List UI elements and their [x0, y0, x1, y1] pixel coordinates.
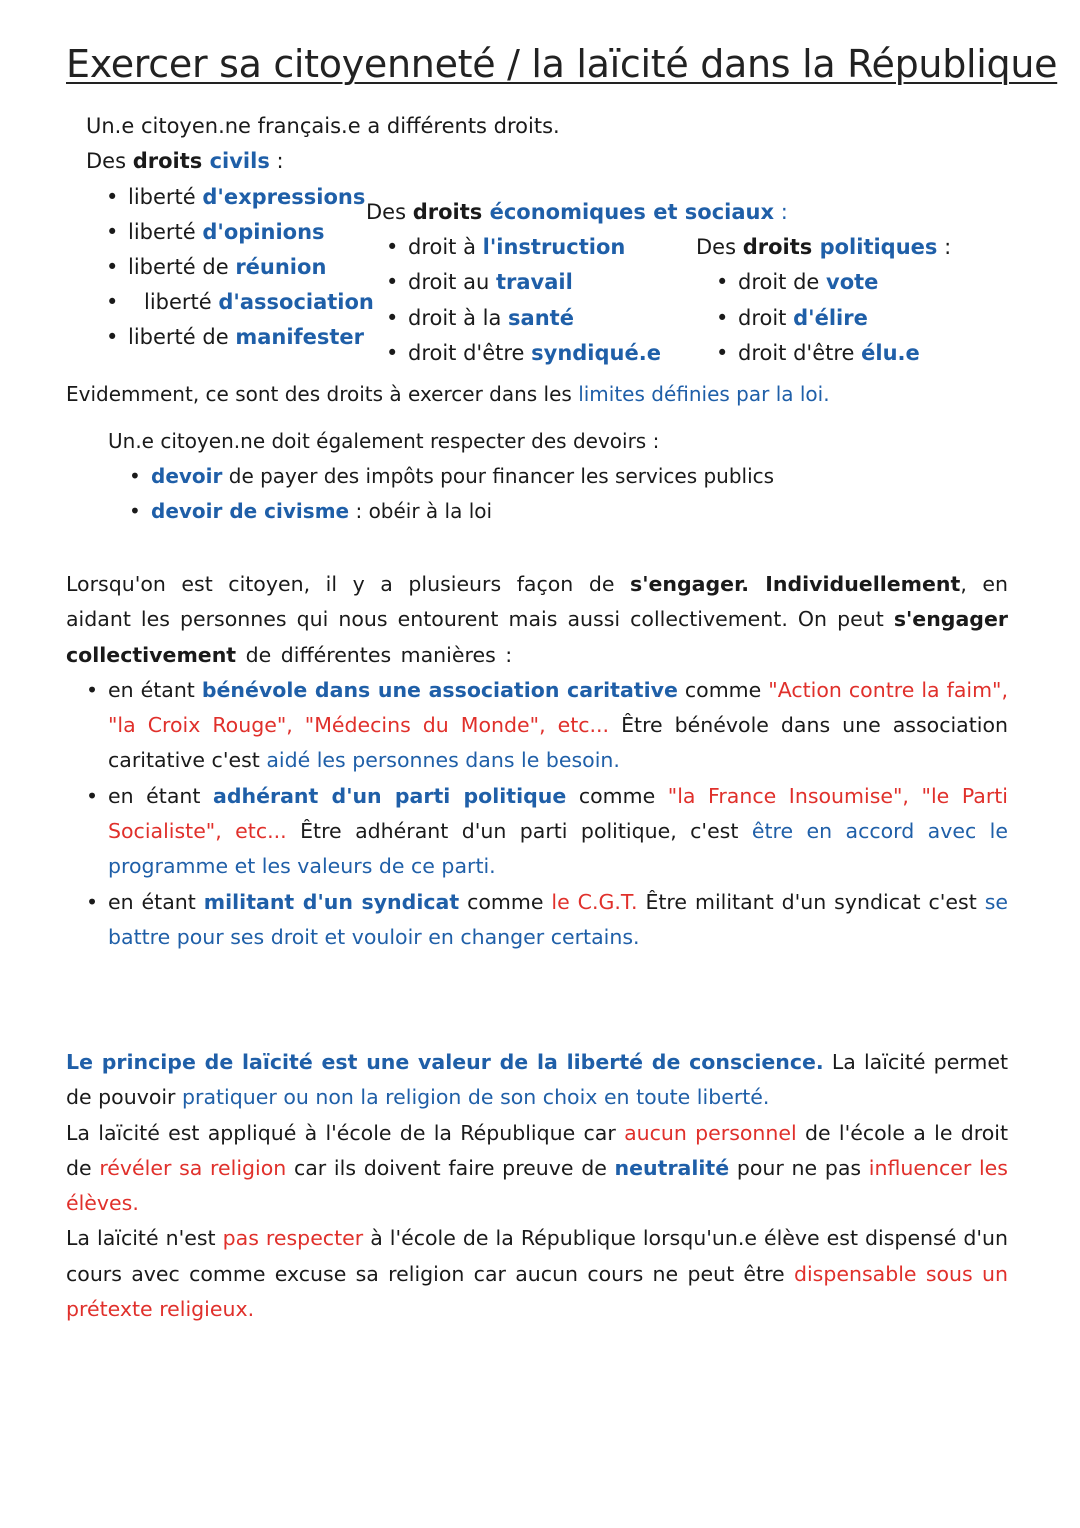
economic-right-item: • droit au travail	[408, 270, 573, 294]
civil-right-item: • liberté de réunion	[128, 255, 326, 279]
rights-limits: Evidemment, ce sont des droits à exercer dans les limites définies par la loi.	[66, 382, 830, 406]
civil-right-item: • liberté d'association	[106, 290, 374, 314]
civil-right-item: • liberté de manifester	[128, 325, 364, 349]
engagement-section	[66, 567, 1008, 955]
political-right-item: • droit d'être élu.e	[738, 341, 920, 365]
rights-intro: Un.e citoyen.ne français.e a différents droits.	[86, 114, 560, 138]
duty-item: • devoir de payer des impôts pour financer les services publics	[151, 464, 774, 488]
engagement-item: • en étant militant d'un syndicat comme le C.G.T. Être militant d'un syndicat c'est se battre pour ses droit et vouloir en changer certains.	[108, 885, 1008, 956]
engagement-item: • en étant adhérant d'un parti politique comme "la France Insoumise", "le Parti Socialiste", etc... Être adhérant d'un parti politique, c'est être en accord avec le programme et les valeurs de ce parti.	[108, 779, 1008, 885]
page-title: Exercer sa citoyenneté / la laïcité dans la République	[66, 42, 1058, 86]
laicite-section	[66, 1045, 1008, 1327]
economic-rights-heading: Des droits économiques et sociaux :	[366, 200, 788, 224]
economic-right-item: • droit d'être syndiqué.e	[408, 341, 661, 365]
political-right-item: • droit d'élire	[738, 306, 868, 330]
economic-right-item: • droit à l'instruction	[408, 235, 625, 259]
laicite-school: La laïcité est appliqué à l'école de la République car aucun personnel de l'école a le droit de révéler sa religion car ils doivent faire preuve de neutralité pour ne pas influencer les élèves.	[66, 1120, 1008, 1216]
political-rights-heading: Des droits politiques :	[696, 235, 952, 259]
civil-right-item: • liberté d'opinions	[128, 220, 325, 244]
engagement-item: • en étant bénévole dans une association caritative comme "Action contre la faim", "la Croix Rouge", "Médecins du Monde", etc... Être bénévole dans une association caritative c'est aidé les personnes dans le besoin.	[108, 673, 1008, 779]
economic-right-item: • droit à la santé	[408, 306, 574, 330]
political-right-item: • droit de vote	[738, 270, 878, 294]
laicite-definition: Le principe de laïcité est une valeur de la liberté de conscience. La laïcité permet de pouvoir pratiquer ou non la religion de son choix en toute liberté.	[66, 1050, 1008, 1110]
duty-item: • devoir de civisme : obéir à la loi	[151, 499, 492, 523]
duties-intro: Un.e citoyen.ne doit également respecter des devoirs :	[108, 429, 660, 453]
laicite-violation: La laïcité n'est pas respecter à l'école de la République lorsqu'un.e élève est dispensé d'un cours avec comme excuse sa religion car aucun cours ne peut être dispensable sous un prétexte religieux.	[66, 1226, 1009, 1322]
civil-right-item: • liberté d'expressions	[128, 185, 365, 209]
engagement-intro: Lorsqu'on est citoyen, il y a plusieurs façon de s'engager. Individuellement, en aidant les personnes qui nous entourent mais aussi collectivement. On peut s'engager collectivement de différentes manières :	[66, 572, 1008, 667]
civil-rights-heading: Des droits civils :	[86, 149, 284, 173]
